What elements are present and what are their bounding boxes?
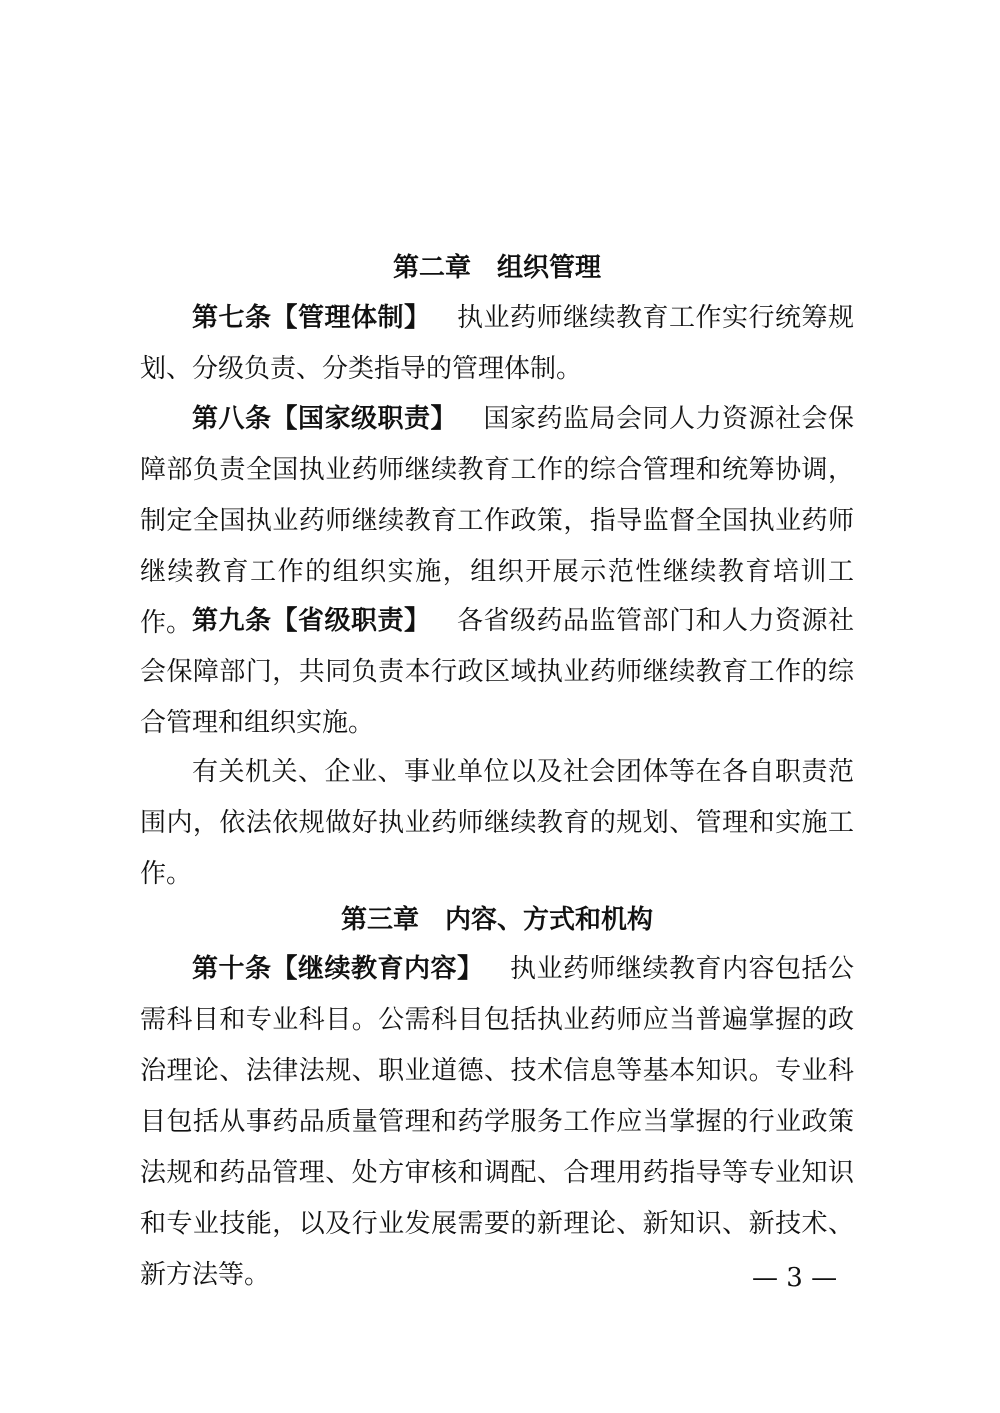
article-8-text: 国家药监局会同人力资源社会保障部负责全国执业药师继续教育工作的综合管理和统筹协调，制定全国执业药师继续教育工作政策，指导监督全国执业药师继续教育工作的组织实施，组织开展示范性继续教育培训工作。: [140, 404, 854, 638]
chapter-3-title: 内容、方式和机构: [445, 905, 654, 935]
article-9-text: 各省级药品监管部门和人力资源社会保障部门，共同负责本行政区域执业药师继续教育工作的综合管理和组织实施。: [140, 606, 854, 738]
chapter-3-number: 第三章: [340, 905, 419, 935]
chapter-2-number: 第二章: [392, 253, 471, 283]
article-10-text: 执业药师继续教育内容包括公需科目和专业科目。公需科目包括执业药师应当普遍掌握的政治理论、法律法规、职业道德、技术信息等基本知识。专业科目包括从事药品质量管理和药学服务工作应当掌握的行业政策法规和药品管理、处方审核和调配、合理用药指导等专业知识和专业技能，以及行业发展需要的新理论、新知识、新技术、新方法等。: [140, 954, 854, 1290]
chapter-3-heading: [140, 902, 854, 938]
article-7-text: 执业药师继续教育工作实行统筹规划、分级负责、分类指导的管理体制。: [140, 303, 854, 384]
article-7: [140, 293, 854, 395]
article-9: [140, 596, 854, 749]
article-10-heading: 第十条【继续教育内容】: [192, 954, 484, 984]
article-7-heading: 第七条【管理体制】: [192, 303, 431, 333]
article-8-heading: 第八条【国家级职责】: [192, 404, 457, 434]
chapter-2-heading: [140, 250, 854, 286]
article-10: [140, 944, 854, 1301]
article-9-paragraph-2: 有关机关、企业、事业单位以及社会团体等在各自职责范围内，依法依规做好执业药师继续教育的规划、管理和实施工作。: [140, 757, 854, 889]
page-number: — 3 —: [752, 1263, 838, 1293]
chapter-2-title: 组织管理: [497, 253, 602, 283]
article-9-heading: 第九条【省级职责】: [192, 606, 431, 636]
